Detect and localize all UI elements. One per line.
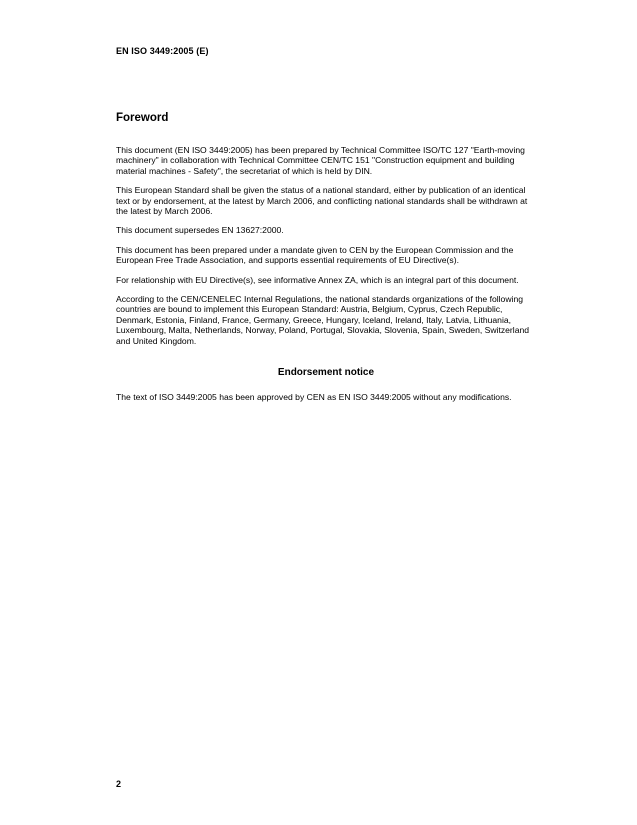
foreword-paragraph-2: This European Standard shall be given the status of a national standard, either by publication of an identical text or by endorsement, at the latest by March 2006, and conflicting national standards shall be withdrawn at the latest by March 2006. <box>116 185 528 217</box>
foreword-paragraph-3: This document supersedes EN 13627:2000. <box>116 225 284 236</box>
foreword-paragraph-4: This document has been prepared under a mandate given to CEN by the European Commission and the European Free Trade Association, and supports essential requirements of EU Directive(s). <box>116 244 514 266</box>
document-header: EN ISO 3449:2005 (E) <box>116 46 209 56</box>
foreword-paragraph-5: For relationship with EU Directive(s), see informative Annex ZA, which is an integral part of this document. <box>116 274 519 285</box>
foreword-title: Foreword <box>116 112 169 124</box>
endorsement-notice-title: Endorsement notice <box>277 367 375 379</box>
endorsement-notice-text: The text of ISO 3449:2005 has been approved by CEN as EN ISO 3449:2005 without any modifications. <box>116 392 512 403</box>
document-body <box>116 112 536 412</box>
page-number: 2 <box>116 779 122 789</box>
foreword-paragraph-6: According to the CEN/CENELEC Internal Regulations, the national standards organizations of the following countries are bound to implement this European Standard: Austria, Belgium, Cyprus, Czech Republic, Denmark, Estonia, Finland, France, Germany, Greece, Hungary, Iceland, Ireland, Italy, Latvia, Lithuania, Luxembourg, Malta, Netherlands, Norway, Poland, Portugal, Slovakia, Slovenia, Spain, Sweden, Switzerland and United Kingdom. <box>116 294 530 346</box>
foreword-paragraph-1: This document (EN ISO 3449:2005) has been prepared by Technical Committee ISO/TC 127 "Earth-moving machinery" in collaboration with Technical Committee CEN/TC 151 "Construction equipment and building material machines - Safety", the secretariat of which is held by DIN. <box>116 145 525 176</box>
